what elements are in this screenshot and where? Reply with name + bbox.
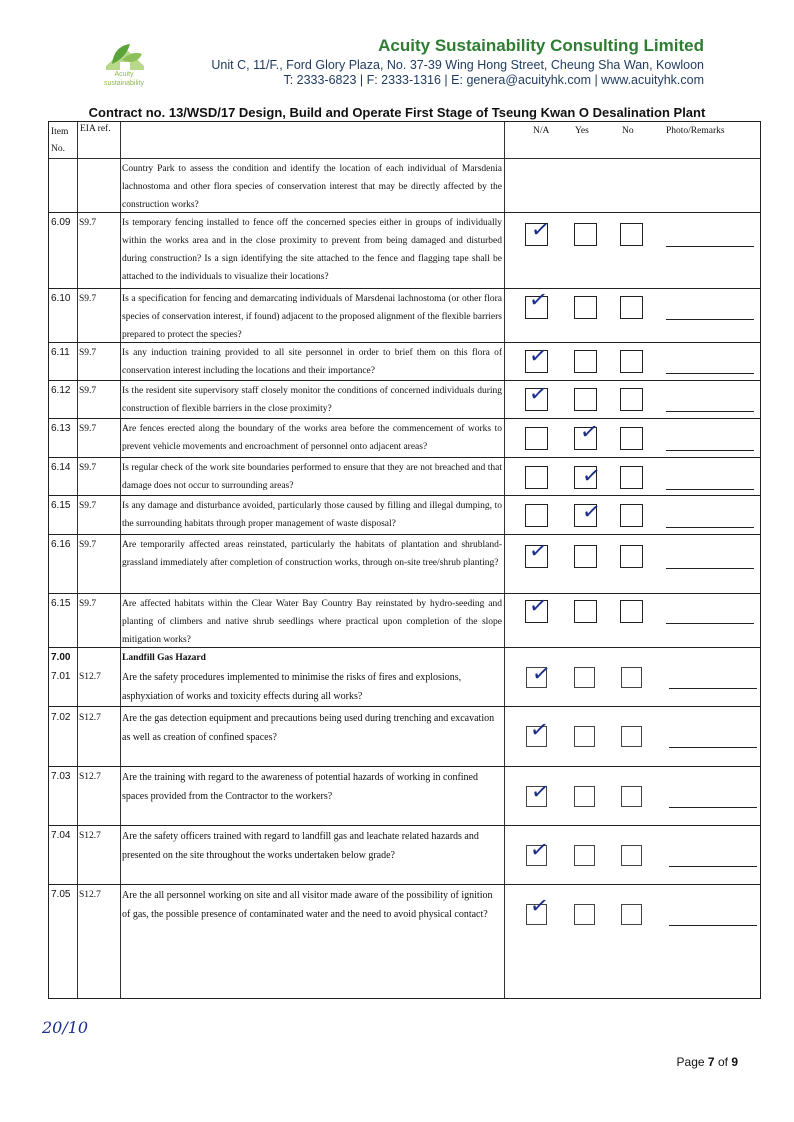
item-number: 6.14 bbox=[51, 462, 71, 473]
eia-ref: S12.7 bbox=[79, 672, 101, 682]
check-mark-icon: ✓ bbox=[530, 660, 553, 689]
eia-ref: S9.7 bbox=[79, 463, 97, 473]
no-checkbox[interactable] bbox=[620, 427, 643, 450]
eia-ref: S9.7 bbox=[79, 348, 97, 358]
question-text: Are temporarily affected areas reinstated, particularly the habitats of plantation and shrubland-grassland immediately after completion of construction works, through on-site tree/shrub planting? bbox=[122, 540, 502, 568]
no-checkbox[interactable] bbox=[621, 904, 642, 925]
check-mark-icon: ✓ bbox=[527, 592, 550, 621]
remarks-line[interactable] bbox=[666, 450, 754, 451]
item-number: 6.15 bbox=[51, 500, 71, 511]
company-header bbox=[211, 36, 704, 87]
eia-ref: S9.7 bbox=[79, 424, 97, 434]
question-text: Are fences erected along the boundary of the works area before the commencement of works to prevent vehicle movements and encroachment of personnel onto adjacent areas? bbox=[122, 424, 502, 452]
check-mark-icon: ✓ bbox=[528, 716, 551, 745]
question-text: Are the all personnel working on site and all visitor made aware of the possibility of ignition of gas, the possible presence of contaminated water and the need to avoid physical contact? bbox=[122, 890, 493, 920]
question-text: Are the safety procedures implemented to minimise the risks of fires and explosions, asphyxiation of works and toxicity effects during all works? bbox=[122, 672, 462, 702]
question-text: Is a specification for fencing and demarcating individuals of Marsdenai lachnostoma (or other flora species of conservation interest, if found) adjacent to the proposed alignment of the flexible barriers prepared to protect the species? bbox=[122, 294, 502, 340]
item-number: 6.10 bbox=[51, 293, 71, 304]
check-mark-icon: ✓ bbox=[527, 342, 550, 371]
yes-checkbox[interactable] bbox=[574, 845, 595, 866]
company-name: Acuity Sustainability Consulting Limited bbox=[378, 36, 704, 55]
check-mark-icon: ✓ bbox=[578, 418, 601, 447]
no-checkbox[interactable] bbox=[620, 223, 643, 246]
company-address: Unit C, 11/F., Ford Glory Plaza, No. 37-39 Wing Hong Street, Cheung Sha Wan, Kowloon bbox=[211, 58, 704, 72]
no-checkbox[interactable] bbox=[620, 545, 643, 568]
question-text: Is temporary fencing installed to fence off the concerned species either in groups of individually within the works area and in the close proximity to prevent from being damaged and disturbed during construction? Is a sign identifying the site attached to the fence and flagging tape shall be attached to the individuals to visualize their locations? bbox=[122, 218, 502, 282]
page-number: Page 7 of 9 bbox=[676, 1055, 738, 1069]
check-mark-icon: ✓ bbox=[527, 286, 550, 315]
question-text: Is the resident site supervisory staff closely monitor the conditions of concerned individuals during construction of flexible barriers in the close proximity? bbox=[122, 386, 502, 414]
remarks-line[interactable] bbox=[669, 807, 757, 808]
yes-checkbox[interactable] bbox=[574, 545, 597, 568]
column-divider bbox=[77, 122, 78, 998]
item-number: 7.05 bbox=[51, 889, 71, 900]
header-item: Item No. bbox=[51, 127, 69, 154]
no-checkbox[interactable] bbox=[621, 667, 642, 688]
na-checkbox[interactable] bbox=[525, 466, 548, 489]
question-text: Are the gas detection equipment and precautions being used during trenching and excavation as well as creation of confined spaces? bbox=[122, 713, 495, 743]
yes-checkbox[interactable] bbox=[574, 350, 597, 373]
yes-checkbox[interactable] bbox=[574, 786, 595, 807]
eia-ref: S9.7 bbox=[79, 218, 97, 228]
na-checkbox[interactable] bbox=[525, 427, 548, 450]
check-mark-icon: ✓ bbox=[529, 778, 552, 807]
eia-ref: S9.7 bbox=[79, 599, 97, 609]
section-title: Landfill Gas Hazard bbox=[122, 653, 206, 663]
logo-text: Acuity sustainability bbox=[103, 71, 145, 87]
no-checkbox[interactable] bbox=[620, 504, 643, 527]
header-no: No bbox=[622, 126, 634, 136]
yes-checkbox[interactable] bbox=[574, 296, 597, 319]
item-number: 7.03 bbox=[51, 771, 71, 782]
company-contact: T: 2333-6823 | F: 2333-1316 | E: genera@acuityhk.com | www.acuityhk.com bbox=[283, 73, 704, 87]
item-number: 6.16 bbox=[51, 539, 71, 550]
eia-ref: S12.7 bbox=[79, 772, 101, 782]
header-photo-remarks: Photo/Remarks bbox=[666, 126, 725, 136]
no-checkbox[interactable] bbox=[621, 726, 642, 747]
header-yes: Yes bbox=[575, 126, 589, 136]
no-checkbox[interactable] bbox=[621, 845, 642, 866]
section-number: 7.00 bbox=[51, 652, 71, 663]
eia-ref: S12.7 bbox=[79, 831, 101, 841]
remarks-line[interactable] bbox=[666, 527, 754, 528]
question-text: Are affected habitats within the Clear Water Bay Country Bay reinstated by hydro-seeding and planting of climbers and native shrub seedlings where practical upon completion of the slope mitigation works? bbox=[122, 599, 502, 645]
no-checkbox[interactable] bbox=[620, 350, 643, 373]
contract-title: Contract no. 13/WSD/17 Design, Build and Operate First Stage of Tseung Kwan O Desalination Plant bbox=[88, 105, 706, 120]
remarks-line[interactable] bbox=[666, 411, 754, 412]
check-mark-icon: ✓ bbox=[527, 537, 550, 566]
question-text: Is regular check of the work site boundaries performed to ensure that they are not breached and that damage does not occur to surrounding areas? bbox=[122, 463, 502, 491]
no-checkbox[interactable] bbox=[620, 388, 643, 411]
header-na: N/A bbox=[533, 126, 550, 136]
remarks-line[interactable] bbox=[666, 319, 754, 320]
column-divider bbox=[504, 122, 505, 998]
remarks-line[interactable] bbox=[666, 489, 754, 490]
item-number: 7.01 bbox=[51, 671, 71, 682]
header-eia-ref: EIA ref. bbox=[80, 124, 111, 134]
yes-checkbox[interactable] bbox=[574, 904, 595, 925]
checklist-table bbox=[48, 121, 761, 999]
handwritten-date: 20/10 bbox=[42, 1018, 89, 1037]
na-checkbox[interactable] bbox=[525, 504, 548, 527]
check-mark-icon: ✓ bbox=[527, 380, 550, 409]
no-checkbox[interactable] bbox=[620, 466, 643, 489]
remarks-line[interactable] bbox=[666, 246, 754, 247]
item-number: 7.02 bbox=[51, 712, 71, 723]
remarks-line[interactable] bbox=[669, 747, 757, 748]
question-text: Are the training with regard to the awareness of potential hazards of working in confined spaces provided from the Contractor to the workers? bbox=[122, 772, 478, 802]
continuation-text: Country Park to assess the condition and identify the location of each individual of Marsdenia lachnostoma and other flora species of conservation interest that may be directly affected by the construction works? bbox=[122, 164, 502, 210]
eia-ref: S9.7 bbox=[79, 540, 97, 550]
check-mark-icon: ✓ bbox=[580, 498, 603, 527]
column-divider bbox=[120, 122, 121, 998]
remarks-line[interactable] bbox=[669, 866, 757, 867]
no-checkbox[interactable] bbox=[620, 600, 643, 623]
no-checkbox[interactable] bbox=[621, 786, 642, 807]
item-number: 6.15 bbox=[51, 598, 71, 609]
yes-checkbox[interactable] bbox=[574, 388, 597, 411]
item-number: 6.13 bbox=[51, 423, 71, 434]
eia-ref: S9.7 bbox=[79, 386, 97, 396]
remarks-line[interactable] bbox=[669, 688, 757, 689]
item-number: 6.09 bbox=[51, 217, 71, 228]
remarks-line[interactable] bbox=[666, 373, 754, 374]
eia-ref: S9.7 bbox=[79, 501, 97, 511]
check-mark-icon: ✓ bbox=[528, 836, 551, 865]
yes-checkbox[interactable] bbox=[574, 600, 597, 623]
question-text: Are the safety officers trained with regard to landfill gas and leachate related hazards and presented on the site throughout the works undertaken below grade? bbox=[122, 831, 479, 861]
yes-checkbox[interactable] bbox=[574, 223, 597, 246]
eia-ref: S12.7 bbox=[79, 890, 101, 900]
question-text: Is any induction training provided to all site personnel in order to brief them on this flora of conservation interest including the locations and their importance? bbox=[122, 348, 502, 376]
remarks-line[interactable] bbox=[666, 568, 754, 569]
item-number: 7.04 bbox=[51, 830, 71, 841]
yes-checkbox[interactable] bbox=[574, 726, 595, 747]
check-mark-icon: ✓ bbox=[580, 462, 603, 491]
check-mark-icon: ✓ bbox=[529, 216, 552, 245]
eia-ref: S9.7 bbox=[79, 294, 97, 304]
check-mark-icon: ✓ bbox=[528, 892, 551, 921]
remarks-line[interactable] bbox=[669, 925, 757, 926]
no-checkbox[interactable] bbox=[620, 296, 643, 319]
item-number: 6.12 bbox=[51, 385, 71, 396]
item-number: 6.11 bbox=[51, 347, 70, 358]
remarks-line[interactable] bbox=[666, 623, 754, 624]
question-text: Is any damage and disturbance avoided, particularly those caused by filling and illegal dumping, to the surrounding habitats through proper management of waste disposal? bbox=[122, 501, 502, 529]
eia-ref: S12.7 bbox=[79, 713, 101, 723]
yes-checkbox[interactable] bbox=[574, 667, 595, 688]
